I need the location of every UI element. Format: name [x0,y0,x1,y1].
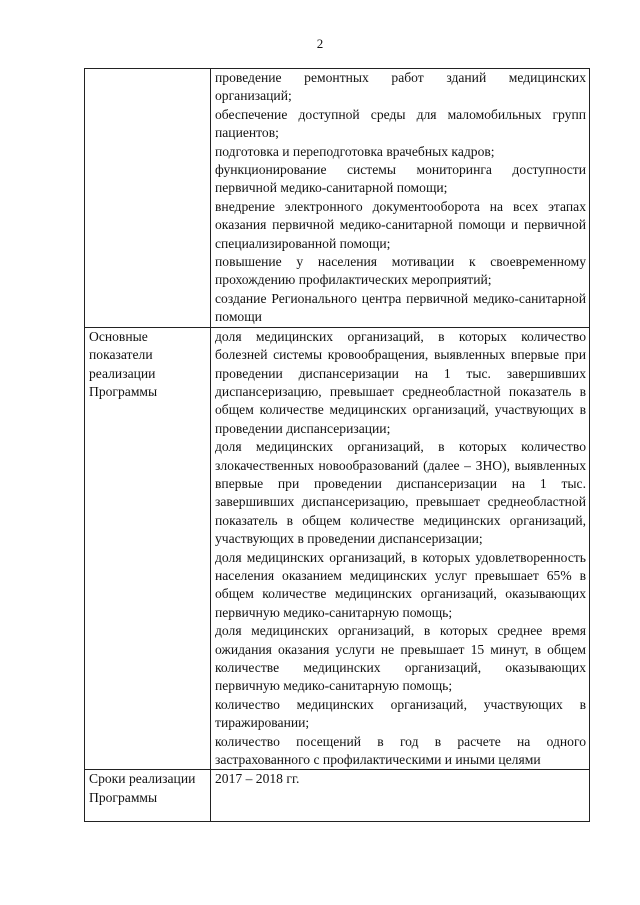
row-content [211,327,590,770]
row-content [211,69,590,328]
list-item: создание Регионального центра первичной медико-санитарной помощи [215,290,586,325]
list-item: количество медицинских организаций, участвующих в тиражировании; [215,696,586,731]
table-row [85,69,590,328]
list-item: внедрение электронного документооборота на всех этапах оказания первичной медико-санитарной помощи и первичной специализированной помощи; [215,198,586,251]
page-number: 2 [316,36,324,51]
list-item: подготовка и переподготовка врачебных кадров; [215,143,495,159]
list-item: функционирование системы мониторинга доступности первичной медико-санитарной помощи; [215,162,586,196]
row-label [85,327,211,770]
list-item: доля медицинских организаций, в которых количество болезней системы кровообращения, выявленных впервые при проведении диспансеризации на 1 тыс. завершивших диспансеризацию, превышает среднеобластной показатель в общем количестве медицинских организаций, участвующих в проведении диспансеризации; [215,328,586,436]
row-label-text: Сроки реализации Программы [89,771,196,805]
list-item: 2017 – 2018 гг. [215,771,300,787]
row-label-text: Основные показатели реализации Программы [89,328,158,399]
list-item: количество посещений в год в расчете на одного застрахованного с профилактическими и иными целями [215,733,586,768]
list-item: доля медицинских организаций, в которых удовлетворенность населения оказанием медицинских услуг превышает 65% в общем количестве медицинских организаций, оказывающих первичную медико-санитарную помощь; [215,549,586,620]
list-item: доля медицинских организаций, в которых количество злокачественных новообразований (далее – ЗНО), выявленных впервые при проведении диспансеризации на 1 тыс. завершивших диспансеризацию, превышает среднеобластной показатель в общем количестве медицинских организаций, участвующих в проведении диспансеризации; [215,439,586,547]
row-content [211,770,590,822]
list-item: проведение ремонтных работ зданий медицинских организаций; [215,70,586,104]
list-item: обеспечение доступной среды для маломобильных групп пациентов; [215,106,586,141]
list-item: повышение у населения мотивации к своевременному прохождению профилактических мероприятий; [215,254,586,288]
row-label [85,69,211,328]
list-item: доля медицинских организаций, в которых среднее время ожидания оказания услуги не превышает 15 минут, в общем количестве медицинских организаций, оказывающих первичную медико-санитарную помощь; [215,623,586,694]
table-row [85,327,590,770]
table-row [85,770,590,822]
program-passport-table [84,68,590,822]
row-label [85,770,211,822]
